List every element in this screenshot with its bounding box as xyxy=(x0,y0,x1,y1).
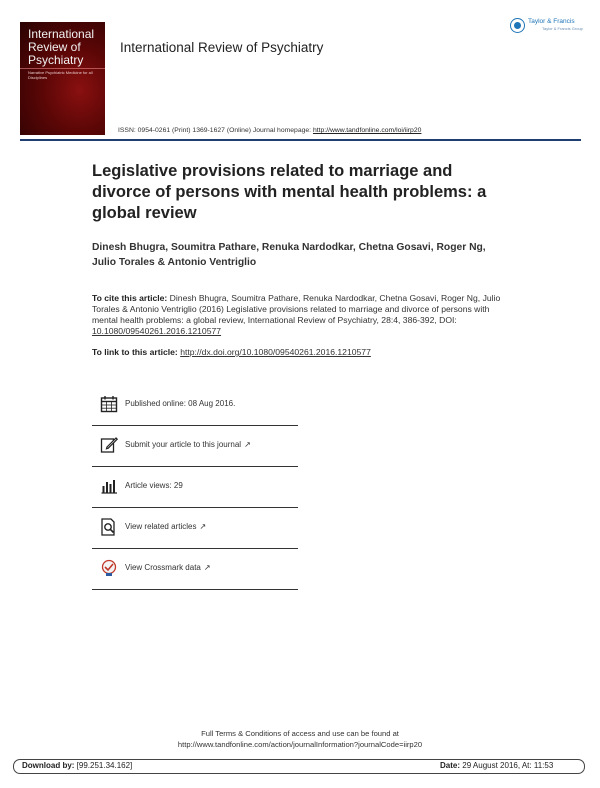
cover-subtitle: Narrative Psychiatric Medicine for all Disciplines xyxy=(28,70,93,80)
cover-title-line2: Review of xyxy=(28,40,81,54)
download-date-value: 29 August 2016, At: 11:53 xyxy=(460,761,554,770)
issn-line xyxy=(118,127,421,134)
journal-name: International Review of Psychiatry xyxy=(120,40,324,55)
info-item-views xyxy=(92,467,298,508)
crossmark-label: View Crossmark data xyxy=(125,563,201,572)
citation-label: To cite this article: xyxy=(92,293,168,303)
article-authors: Dinesh Bhugra, Soumitra Pathare, Renuka Nardodkar, Chetna Gosavi, Roger Ng, Julio Torales & Antonio Ventriglio xyxy=(92,242,486,268)
download-date xyxy=(440,761,553,770)
downloaded-by xyxy=(22,761,132,770)
article-link-label: To link to this article: xyxy=(92,347,181,357)
publisher-logo-group: Taylor & Francis Group xyxy=(542,26,583,31)
edit-icon xyxy=(100,436,118,454)
crossmark-link[interactable] xyxy=(125,563,211,572)
bar-chart-icon xyxy=(100,477,118,495)
article-info-list xyxy=(92,385,298,590)
downloaded-by-value: [99.251.34.162] xyxy=(74,761,133,770)
info-item-published xyxy=(92,385,298,426)
cover-title xyxy=(28,28,104,67)
publisher-logo-icon xyxy=(510,18,525,33)
external-link-icon: ↗ xyxy=(203,563,211,572)
related-articles-label: View related articles xyxy=(125,522,197,531)
citation-block xyxy=(92,293,512,337)
info-item-submit[interactable] xyxy=(92,426,298,467)
published-online-text: Published online: 08 Aug 2016. xyxy=(125,399,236,408)
citation-text: Dinesh Bhugra, Soumitra Pathare, Renuka Nardodkar, Chetna Gosavi, Roger Ng, Julio Torales & Antonio Ventriglio (2016) Legislative provisions related to marriage and divorce of persons with mental health problems: a global review, International Review of Psychiatry, 28:4, 386-392, DOI: xyxy=(92,293,501,325)
terms-url[interactable]: http://www.tandfonline.com/action/journalInformation?journalCode=iirp20 xyxy=(177,740,423,749)
journal-homepage-link[interactable]: http://www.tandfonline.com/loi/iirp20 xyxy=(312,127,422,134)
submit-article-label: Submit your article to this journal xyxy=(125,440,242,449)
external-link-icon: ↗ xyxy=(199,522,207,531)
search-document-icon xyxy=(100,518,118,536)
external-link-icon: ↗ xyxy=(244,440,251,449)
crossmark-icon xyxy=(100,559,118,577)
related-articles-link[interactable] xyxy=(125,522,206,531)
cover-divider xyxy=(20,68,105,69)
header-divider xyxy=(20,139,581,141)
calendar-icon xyxy=(100,395,118,413)
downloaded-by-label: Download by: xyxy=(22,761,75,770)
article-title: Legislative provisions related to marriage and divorce of persons with mental health problems: a global review xyxy=(92,162,487,222)
terms-line1: Full Terms & Conditions of access and use can be found at xyxy=(201,729,399,738)
publisher-logo-name: Taylor & Francis xyxy=(528,18,575,25)
info-item-related[interactable] xyxy=(92,508,298,549)
article-doi-link[interactable]: http://dx.doi.org/10.1080/09540261.2016.1210577 xyxy=(180,347,371,357)
download-date-label: Date: xyxy=(440,761,461,770)
issn-text: ISSN: 0954-0261 (Print) 1369-1627 (Online) Journal homepage: xyxy=(118,127,313,134)
info-item-crossmark[interactable] xyxy=(92,549,298,590)
article-link-line xyxy=(92,347,512,357)
journal-cover-image xyxy=(20,22,105,135)
terms-notice xyxy=(0,728,600,750)
citation-doi-link[interactable]: 10.1080/09540261.2016.1210577 xyxy=(92,326,222,336)
cover-title-line3: Psychiatry xyxy=(28,53,84,67)
cover-title-line1: International xyxy=(28,27,95,41)
article-views-text: Article views: 29 xyxy=(125,481,183,490)
publisher-logo[interactable] xyxy=(510,14,582,38)
submit-article-link[interactable] xyxy=(125,440,251,449)
